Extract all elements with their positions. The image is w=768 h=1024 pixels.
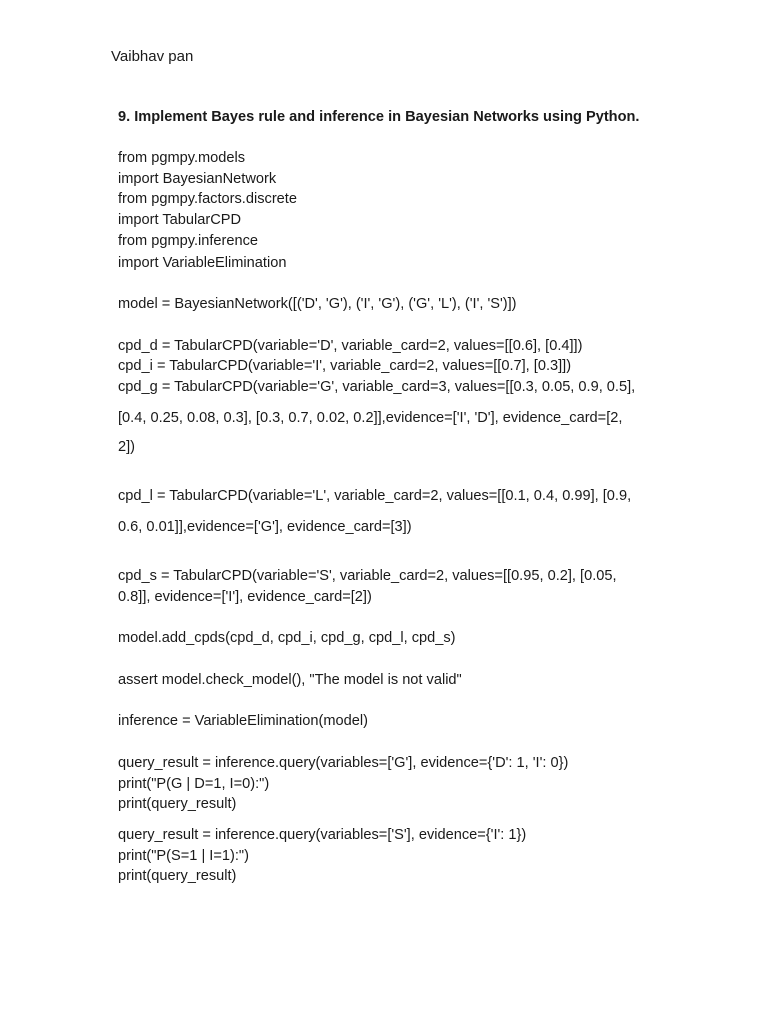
code-line: model = BayesianNetwork([('D', 'G'), ('I', 'G'), ('G', 'L'), ('I', 'S')]) <box>118 296 517 312</box>
code-line: query_result = inference.query(variables=['S'], evidence={'I': 1}) <box>118 827 527 843</box>
code-line: from pgmpy.inference <box>118 233 259 249</box>
code-line: cpd_i = TabularCPD(variable='I', variable_card=2, values=[[0.7], [0.3]]) <box>118 358 572 374</box>
author-name: Vaibhav pan <box>111 48 194 65</box>
code-line: assert model.check_model(), "The model is not valid" <box>118 672 462 688</box>
code-line: inference = VariableElimination(model) <box>118 713 368 729</box>
code-line: [0.4, 0.25, 0.08, 0.3], [0.3, 0.7, 0.02, 0.2]],evidence=['I', 'D'], evidence_card=[2, <box>118 410 623 426</box>
code-line: print(query_result) <box>118 796 237 812</box>
code-line: print(query_result) <box>118 868 237 884</box>
code-line: print("P(G | D=1, I=0):") <box>118 776 270 792</box>
code-line: from pgmpy.factors.discrete <box>118 191 297 207</box>
code-line: cpd_l = TabularCPD(variable='L', variable_card=2, values=[[0.1, 0.4, 0.99], [0.9, <box>118 488 632 504</box>
code-line: cpd_g = TabularCPD(variable='G', variable_card=3, values=[[0.3, 0.05, 0.9, 0.5], <box>118 379 636 395</box>
code-line: model.add_cpds(cpd_d, cpd_i, cpd_g, cpd_l, cpd_s) <box>118 630 456 646</box>
code-line: import TabularCPD <box>118 212 242 228</box>
code-line: import BayesianNetwork <box>118 171 277 187</box>
code-line: from pgmpy.models <box>118 150 246 166</box>
code-line: 0.6, 0.01]],evidence=['G'], evidence_card=[3]) <box>118 519 412 535</box>
code-line: 2]) <box>118 439 136 455</box>
code-line: cpd_s = TabularCPD(variable='S', variable_card=2, values=[[0.95, 0.2], [0.05, <box>118 568 617 584</box>
code-line: cpd_d = TabularCPD(variable='D', variable_card=2, values=[[0.6], [0.4]]) <box>118 338 583 354</box>
code-line: import VariableElimination <box>118 255 287 271</box>
section-heading: 9. Implement Bayes rule and inference in Bayesian Networks using Python. <box>118 109 640 125</box>
code-line: query_result = inference.query(variables=['G'], evidence={'D': 1, 'I': 0}) <box>118 755 569 771</box>
code-line: 0.8]], evidence=['I'], evidence_card=[2]) <box>118 589 372 605</box>
code-line: print("P(S=1 | I=1):") <box>118 848 249 864</box>
